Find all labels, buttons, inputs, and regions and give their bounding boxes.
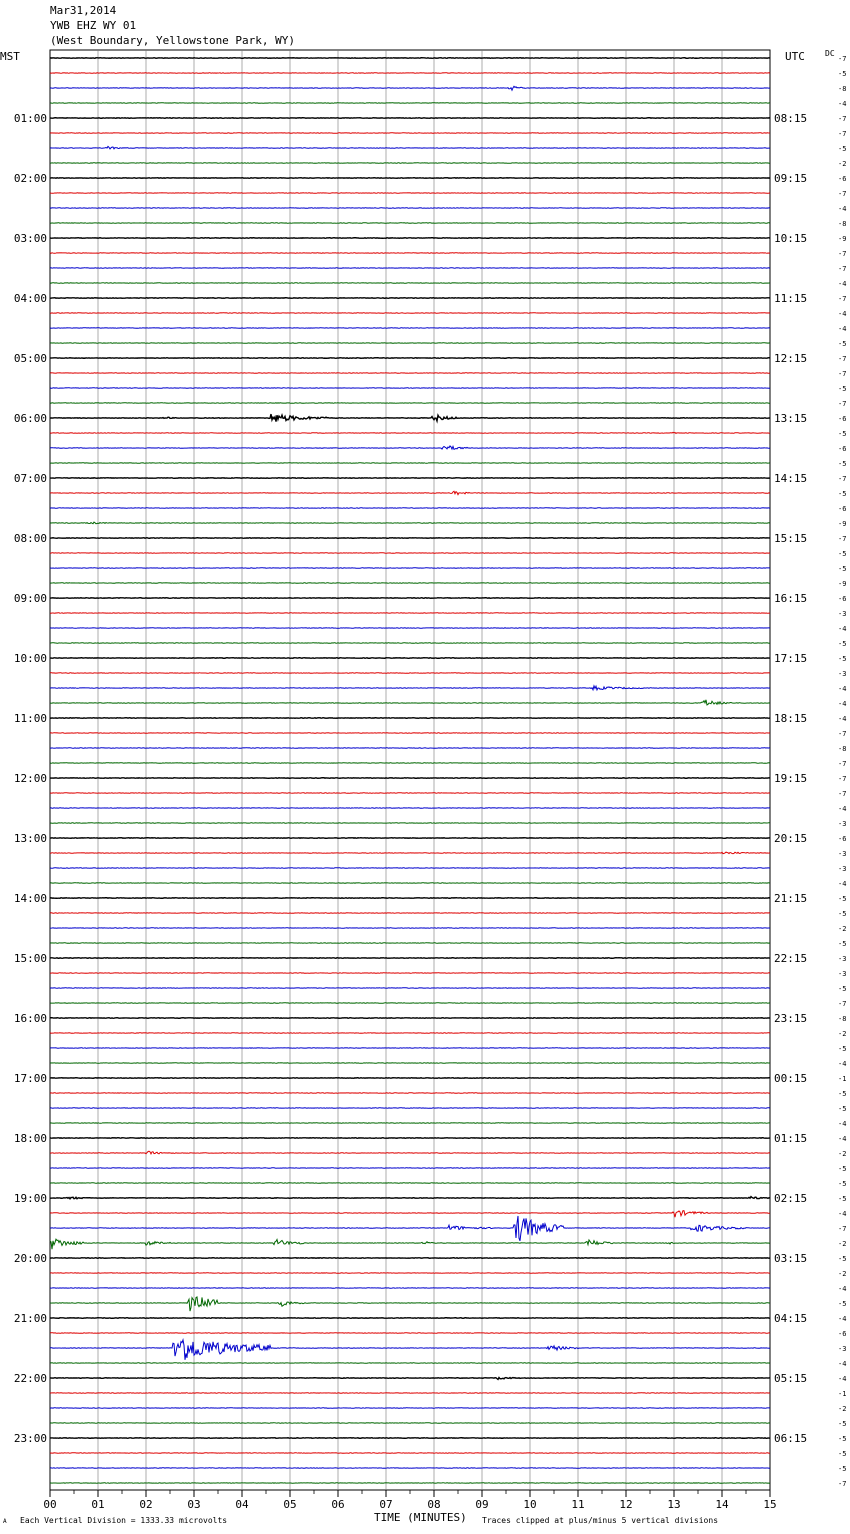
seismic-trace [50,973,770,974]
dc-offset-label: -3 [838,670,847,678]
seismic-trace [50,763,770,764]
dc-offset-label: -5 [838,1090,847,1098]
dc-offset-label: -3 [838,820,847,828]
dc-offset-label: -6 [838,175,847,183]
dc-offset-label: -9 [838,235,847,243]
dc-offset-label: -5 [838,640,847,648]
dc-offset-label: -7 [838,295,847,303]
dc-offset-label: -4 [838,325,847,333]
mst-hour-label: 05:00 [13,352,47,365]
utc-hour-label: 19:15 [774,772,808,785]
mst-hour-label: 19:00 [13,1192,47,1205]
seismic-trace [50,1138,770,1139]
mst-hour-label: 20:00 [13,1252,47,1265]
seismic-trace [50,838,770,839]
seismic-trace [50,1063,770,1064]
seismic-trace [50,583,770,584]
dc-offset-label: -4 [838,1060,847,1068]
utc-hour-label: 01:15 [774,1132,808,1145]
utc-hour-label: 09:15 [774,172,808,185]
dc-offset-label: -5 [838,70,847,78]
seismic-trace [50,446,770,449]
dc-offset-label: -5 [838,1165,847,1173]
seismic-trace [50,253,770,254]
seismic-trace [50,463,770,464]
dc-offset-label: -7 [838,535,847,543]
seismic-trace [50,1438,770,1439]
seismic-trace [50,1340,770,1360]
utc-hour-label: 20:15 [774,832,808,845]
seismic-trace [50,1363,770,1364]
utc-hour-label: 23:15 [774,1012,808,1025]
dc-offset-label: -6 [838,445,847,453]
x-tick-label: 10 [523,1498,537,1511]
utc-hour-label: 05:15 [774,1372,808,1385]
dc-offset-label: -7 [838,55,847,63]
seismic-trace [50,1318,770,1319]
seismic-trace [50,163,770,164]
utc-hour-label: 02:15 [774,1192,808,1205]
left-axis-label: MST [0,50,20,63]
mst-hour-label: 08:00 [13,532,47,545]
utc-hour-label: 10:15 [774,232,808,245]
dc-offset-label: -2 [838,1150,847,1158]
seismic-trace [50,883,770,884]
dc-offset-label: -3 [838,970,847,978]
dc-offset-label: -4 [838,1315,847,1323]
seismic-trace [50,146,770,149]
seismic-trace [50,133,770,134]
seismic-trace [50,208,770,209]
station-location: (West Boundary, Yellowstone Park, WY) [50,34,296,47]
seismic-trace [50,1239,770,1249]
seismic-trace [50,673,770,674]
seismic-trace [50,928,770,929]
dc-offset-label: -5 [838,430,847,438]
seismic-trace [50,1168,770,1169]
x-tick-label: 08 [427,1498,441,1511]
seismic-trace [50,852,770,854]
utc-hour-label: 03:15 [774,1252,808,1265]
vertical-division-note: Each Vertical Division = 1333.33 microvolts [20,1516,228,1525]
dc-offset-label: -3 [838,850,847,858]
utc-hour-label: 18:15 [774,712,808,725]
seismic-trace [50,823,770,824]
dc-offset-label: -5 [838,550,847,558]
dc-offset-label: -5 [838,490,847,498]
dc-offset-label: -3 [838,1345,847,1353]
dc-offset-label: -7 [838,115,847,123]
dc-offset-label: -7 [838,1000,847,1008]
x-tick-label: 05 [283,1498,297,1511]
mst-hour-label: 02:00 [13,172,47,185]
dc-offset-label: -2 [838,1030,847,1038]
x-tick-label: 04 [235,1498,249,1511]
dc-offset-label: -7 [838,1480,847,1488]
seismic-trace [50,1018,770,1019]
seismic-trace [50,193,770,194]
x-tick-label: 03 [187,1498,201,1511]
x-tick-label: 15 [763,1498,777,1511]
mst-hour-label: 23:00 [13,1432,47,1445]
dc-offset-label: -7 [838,475,847,483]
x-tick-label: 14 [715,1498,729,1511]
utc-hour-label: 12:15 [774,352,808,365]
seismic-trace [50,658,770,659]
utc-hour-label: 21:15 [774,892,808,905]
dc-offset-label: -5 [838,1465,847,1473]
seismic-trace [50,343,770,344]
plot-date: Mar31,2014 [50,4,117,17]
dc-offset-label: -5 [838,1300,847,1308]
x-axis-title: TIME (MINUTES) [374,1511,467,1524]
x-tick-label: 11 [571,1498,585,1511]
seismic-trace [50,1078,770,1079]
seismic-trace [50,1108,770,1109]
dc-offset-label: -7 [838,1225,847,1233]
seismic-trace [50,868,770,869]
dc-offset-label: -4 [838,1120,847,1128]
dc-offset-label: -4 [838,280,847,288]
utc-hour-label: 08:15 [774,112,808,125]
dc-offset-label: -8 [838,745,847,753]
dc-offset-label: -7 [838,265,847,273]
seismic-trace [50,58,770,59]
dc-offset-label: -7 [838,355,847,363]
dc-offset-label: -5 [838,565,847,573]
seismic-trace [50,1258,770,1259]
utc-hour-label: 13:15 [774,412,808,425]
seismic-trace [50,414,770,422]
seismic-trace [50,86,770,90]
seismic-trace [50,1468,770,1469]
mst-hour-label: 12:00 [13,772,47,785]
dc-offset-label: -2 [838,160,847,168]
seismic-trace [50,388,770,389]
seismic-trace [50,943,770,944]
dc-offset-label: -8 [838,85,847,93]
dc-offset-label: -6 [838,1330,847,1338]
x-tick-label: 06 [331,1498,345,1511]
utc-hour-label: 22:15 [774,952,808,965]
seismic-trace [50,913,770,914]
seismic-trace [50,1333,770,1334]
seismic-trace [50,1211,770,1218]
seismic-trace [50,808,770,809]
x-tick-label: 09 [475,1498,489,1511]
dc-offset-label: -5 [838,940,847,948]
dc-offset-label: -3 [838,610,847,618]
seismic-trace [50,1423,770,1424]
utc-hour-label: 11:15 [774,292,808,305]
dc-offset-label: -5 [838,1255,847,1263]
dc-offset-label: -4 [838,685,847,693]
dc-label: DC [825,49,835,58]
dc-offset-label: -4 [838,625,847,633]
seismic-trace [50,491,770,494]
dc-offset-label: -4 [838,715,847,723]
mst-hour-label: 06:00 [13,412,47,425]
seismic-trace [50,403,770,404]
dc-offset-label: -7 [838,400,847,408]
seismic-trace [50,793,770,794]
dc-offset-label: -8 [838,220,847,228]
dc-offset-label: -4 [838,880,847,888]
dc-offset-label: -4 [838,1135,847,1143]
dc-offset-label: -9 [838,580,847,588]
dc-offset-label: -5 [838,910,847,918]
x-tick-label: 13 [667,1498,681,1511]
seismic-trace [50,898,770,899]
utc-hour-label: 15:15 [774,532,808,545]
seismic-trace [50,1408,770,1409]
mst-hour-label: 18:00 [13,1132,47,1145]
seismic-trace [50,1483,770,1484]
seismic-trace [50,1183,770,1184]
seismic-trace [50,478,770,479]
dc-offset-label: -5 [838,460,847,468]
dc-offset-label: -3 [838,955,847,963]
seismic-trace [50,733,770,734]
seismic-trace [50,1216,770,1241]
dc-offset-label: -7 [838,130,847,138]
seismic-trace [50,73,770,74]
plot-frame [50,50,770,1490]
seismic-trace [50,553,770,554]
x-tick-label: 01 [91,1498,105,1511]
dc-offset-label: -4 [838,1360,847,1368]
utc-hour-label: 00:15 [774,1072,808,1085]
seismic-trace [50,686,770,690]
seismic-trace [50,1093,770,1094]
dc-offset-label: -6 [838,415,847,423]
utc-hour-label: 14:15 [774,472,808,485]
dc-offset-label: -1 [838,1075,847,1083]
mst-hour-label: 09:00 [13,592,47,605]
seismic-trace [50,700,770,705]
seismic-trace [50,1288,770,1289]
utc-hour-label: 16:15 [774,592,808,605]
mst-hour-label: 21:00 [13,1312,47,1325]
dc-offset-label: -5 [838,1105,847,1113]
mst-hour-label: 01:00 [13,112,47,125]
mst-hour-label: 17:00 [13,1072,47,1085]
x-tick-label: 07 [379,1498,393,1511]
seismic-trace [50,643,770,644]
seismic-trace [50,522,770,524]
dc-offset-label: -4 [838,310,847,318]
dc-offset-label: -4 [838,700,847,708]
dc-offset-label: -5 [838,655,847,663]
dc-offset-label: -4 [838,1210,847,1218]
mst-hour-label: 03:00 [13,232,47,245]
seismic-trace [50,103,770,104]
dc-offset-label: -5 [838,340,847,348]
dc-offset-label: -7 [838,250,847,258]
dc-offset-label: -6 [838,505,847,513]
x-tick-label: 00 [43,1498,57,1511]
mst-hour-label: 14:00 [13,892,47,905]
seismic-trace [50,373,770,374]
seismic-trace [50,223,770,224]
dc-offset-label: -9 [838,520,847,528]
mst-hour-label: 11:00 [13,712,47,725]
seismic-trace [50,283,770,284]
seismic-trace [50,328,770,329]
dc-offset-label: -5 [838,1045,847,1053]
dc-offset-label: -5 [838,385,847,393]
dc-offset-label: -7 [838,190,847,198]
dc-offset-label: -6 [838,835,847,843]
mst-hour-label: 13:00 [13,832,47,845]
mst-hour-label: 22:00 [13,1372,47,1385]
mst-hour-label: 04:00 [13,292,47,305]
seismic-trace [50,1003,770,1004]
seismic-trace [50,748,770,749]
seismic-trace [50,298,770,299]
seismic-trace [50,1393,770,1394]
seismic-trace [50,508,770,509]
dc-offset-label: -8 [838,1015,847,1023]
seismic-trace [50,118,770,119]
dc-offset-label: -7 [838,790,847,798]
seismic-trace [50,1377,770,1379]
seismic-trace [50,958,770,959]
seismic-trace [50,1033,770,1034]
dc-offset-label: -6 [838,595,847,603]
dc-offset-label: -5 [838,1195,847,1203]
utc-hour-label: 17:15 [774,652,808,665]
corner-mark: A [3,1518,7,1525]
dc-offset-label: -4 [838,1375,847,1383]
mst-hour-label: 10:00 [13,652,47,665]
seismic-trace [50,1197,770,1199]
dc-offset-label: -1 [838,1390,847,1398]
dc-offset-label: -2 [838,1270,847,1278]
seismic-trace [50,313,770,314]
mst-hour-label: 16:00 [13,1012,47,1025]
seismic-trace [50,778,770,779]
dc-offset-label: -5 [838,895,847,903]
dc-offset-label: -5 [838,1450,847,1458]
dc-offset-label: -7 [838,760,847,768]
dc-offset-label: -7 [838,730,847,738]
x-tick-label: 02 [139,1498,153,1511]
seismic-trace [50,613,770,614]
seismic-trace [50,1453,770,1454]
dc-offset-label: -2 [838,1405,847,1413]
dc-offset-label: -5 [838,985,847,993]
clipping-note: Traces clipped at plus/minus 5 vertical divisions [482,1516,719,1525]
dc-offset-label: -5 [838,1180,847,1188]
seismic-trace [50,1297,770,1311]
dc-offset-label: -4 [838,1285,847,1293]
seismic-trace [50,268,770,269]
seismic-trace [50,178,770,179]
utc-hour-label: 06:15 [774,1432,808,1445]
seismic-trace [50,1151,770,1154]
dc-offset-label: -5 [838,1420,847,1428]
seismic-trace [50,432,770,433]
seismic-trace [50,358,770,359]
seismic-trace [50,718,770,719]
dc-offset-label: -5 [838,1435,847,1443]
station-code: YWB EHZ WY 01 [50,19,137,32]
dc-offset-label: -5 [838,145,847,153]
mst-hour-label: 07:00 [13,472,47,485]
dc-offset-label: -4 [838,805,847,813]
seismic-trace [50,238,770,239]
dc-offset-label: -7 [838,775,847,783]
dc-offset-label: -4 [838,205,847,213]
seismic-trace [50,1123,770,1124]
mst-hour-label: 15:00 [13,952,47,965]
dc-offset-label: -7 [838,370,847,378]
seismic-trace [50,538,770,539]
seismic-trace [50,1048,770,1049]
dc-offset-label: -3 [838,865,847,873]
dc-offset-label: -4 [838,100,847,108]
seismic-trace [50,568,770,569]
x-tick-label: 12 [619,1498,633,1511]
utc-hour-label: 04:15 [774,1312,808,1325]
right-axis-label: UTC [785,50,805,63]
seismic-trace [50,988,770,989]
dc-offset-label: -2 [838,1240,847,1248]
seismic-trace [50,628,770,629]
dc-offset-label: -2 [838,925,847,933]
seismic-trace [50,1273,770,1274]
seismic-trace [50,598,770,599]
